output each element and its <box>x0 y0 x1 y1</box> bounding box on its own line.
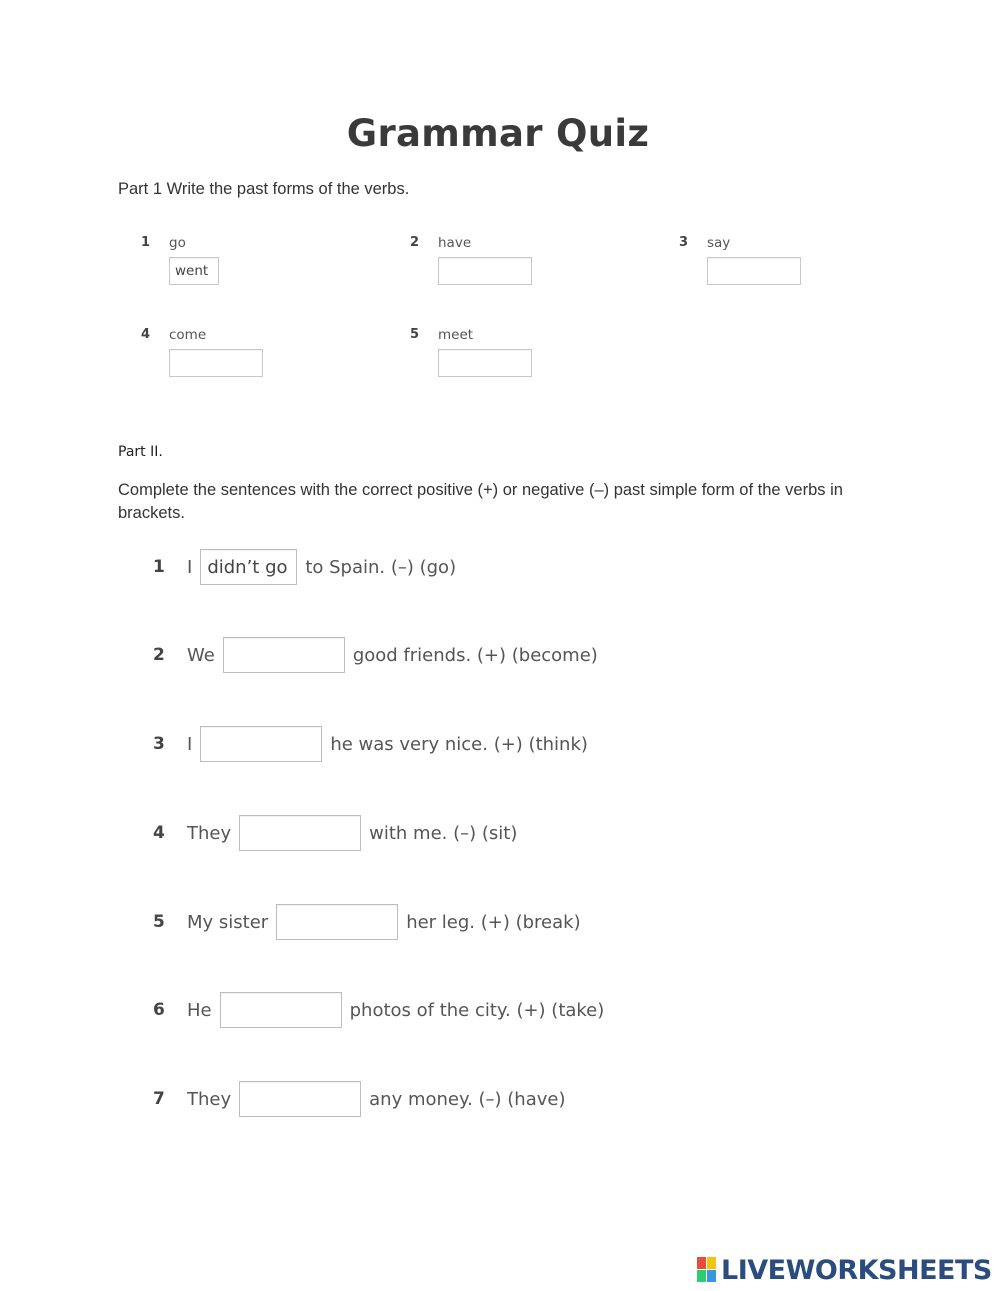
sentence-answer-input[interactable] <box>276 904 398 940</box>
sentence-start: They <box>187 822 232 844</box>
sentence-number: 4 <box>153 823 165 843</box>
part1-instruction: Part 1 Write the past forms of the verbs. <box>118 180 410 198</box>
sentence-number: 2 <box>153 645 165 665</box>
sentence-row-4 <box>153 815 517 851</box>
sentence-number: 6 <box>153 1000 165 1020</box>
sentence-start: They <box>187 1088 232 1110</box>
sentence-number: 7 <box>153 1089 165 1109</box>
item-number: 4 <box>141 327 151 342</box>
logo-blocks-icon <box>697 1257 717 1283</box>
verb-label: say <box>707 235 731 251</box>
sentence-row-1 <box>153 549 456 585</box>
logo-block-red <box>697 1257 706 1269</box>
part2-instruction: Complete the sentences with the correct positive (+) or negative (–) past simple form of the verbs in brackets. <box>118 481 843 522</box>
part2-heading: Part II. <box>118 444 163 460</box>
verb-label: have <box>438 235 472 251</box>
page-title: Grammar Quiz <box>346 112 650 155</box>
item-number: 2 <box>410 235 420 250</box>
sentence-answer-input[interactable] <box>223 637 345 673</box>
sentence-row-7 <box>153 1081 566 1117</box>
sentence-number: 3 <box>153 734 165 754</box>
logo-block-green <box>697 1270 706 1282</box>
sentence-row-2 <box>153 637 598 673</box>
answer-input-come[interactable] <box>169 349 263 377</box>
answer-input-say[interactable] <box>707 257 801 285</box>
liveworksheets-logo[interactable] <box>697 1255 992 1285</box>
sentence-end: he was very nice. (+) (think) <box>330 733 588 755</box>
item-number: 1 <box>141 235 151 250</box>
sentence-answer-input[interactable] <box>239 1081 361 1117</box>
sentence-end: her leg. (+) (break) <box>406 911 581 933</box>
sentence-start: He <box>187 999 212 1021</box>
sentence-row-6 <box>153 992 604 1028</box>
sentence-answer-input[interactable] <box>200 726 322 762</box>
sentence-row-5 <box>153 904 581 940</box>
verb-label: go <box>169 235 186 251</box>
sentence-row-3 <box>153 726 588 762</box>
sentence-start: We <box>187 644 215 666</box>
sentence-start: I <box>187 556 193 578</box>
answer-input-go[interactable] <box>169 257 219 285</box>
verb-label: come <box>169 327 207 343</box>
logo-text: LIVEWORKSHEETS <box>721 1254 992 1286</box>
logo-block-yellow <box>707 1257 716 1269</box>
sentence-end: photos of the city. (+) (take) <box>349 999 605 1021</box>
logo-block-blue <box>707 1270 716 1282</box>
item-number: 5 <box>410 327 420 342</box>
sentence-answer-input[interactable] <box>220 992 342 1028</box>
sentence-answer-input[interactable] <box>239 815 361 851</box>
item-number: 3 <box>679 235 689 250</box>
sentence-start: I <box>187 733 193 755</box>
answer-input-have[interactable] <box>438 257 532 285</box>
sentence-end: to Spain. (–) (go) <box>305 556 457 578</box>
verb-label: meet <box>438 327 474 343</box>
sentence-number: 5 <box>153 912 165 932</box>
sentence-answer-input[interactable] <box>200 549 297 585</box>
sentence-end: with me. (–) (sit) <box>369 822 518 844</box>
sentence-end: any money. (–) (have) <box>369 1088 566 1110</box>
sentence-number: 1 <box>153 557 165 577</box>
answer-input-meet[interactable] <box>438 349 532 377</box>
sentence-start: My sister <box>187 911 269 933</box>
sentence-end: good friends. (+) (become) <box>352 644 598 666</box>
